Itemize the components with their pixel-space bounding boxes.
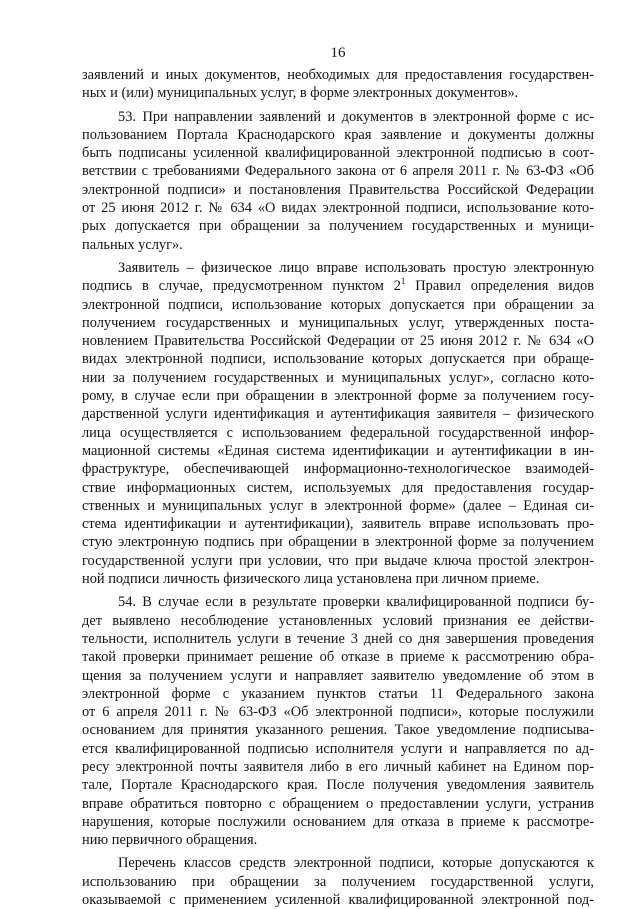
text-line: ветствии с требованиями Федерального закона от 6 апреля 2011 г. № 63-ФЗ «Об — [82, 163, 594, 180]
text-line: ресу электронной почты заявителя либо в его личный кабинет на Едином пор- — [82, 758, 594, 775]
text-line: ственных и муниципальных услуг в электронной форме» (далее – Единая си- — [82, 497, 594, 514]
text-line-with-footnote — [82, 277, 594, 295]
text-line: 53. При направлении заявлений и документов в электронной форме с ис- — [118, 108, 594, 125]
text-line: стую электронную подпись при обращении в электронной форме за получением — [82, 534, 594, 551]
text-line: рых допускается при обращении за получением государственных и муници- — [82, 218, 594, 235]
text-line: новлением Правительства Российской Федерации от 25 июня 2012 г. № 634 «О — [82, 333, 594, 350]
text-line: мационной системы «Единая система идентификации и аутентификации в ин- — [82, 442, 594, 459]
text-line: видах электронной подписи, использование которых допускается при обраще- — [82, 351, 594, 368]
text-line: ной подписи личность физического лица установлена при личном приеме. — [82, 571, 540, 588]
text-line: лица осуществляется с использованием федеральной государственной инфор- — [82, 424, 594, 441]
text-line: быть подписаны усиленной квалифицированной электронной подписью в соот- — [82, 145, 594, 162]
text-line: ется квалифицированной подписью исполнителя услуги и направляется по ад- — [82, 740, 594, 757]
text-line: пальных услуг». — [82, 236, 183, 253]
text-line: ствие информационных систем, используемых для предоставления государ- — [82, 479, 594, 496]
text-line: 54. В случае если в результате проверки квалифицированной подписи бу- — [118, 594, 594, 611]
text-line: основанием для принятия указанного решения. Такое уведомление подписыва- — [82, 722, 594, 739]
text-line: такой проверки принимает решение об отказе в приеме к рассмотрению обра- — [82, 649, 594, 666]
superscript: 1 — [400, 276, 406, 287]
paragraph-applicant — [82, 259, 594, 588]
text-line: тельности, исполнитель услуги в течение 3 дней со дня завершения проведения — [82, 630, 594, 647]
text-line: рому, в случае если при обращении в электронной форме за получением госу- — [82, 388, 594, 405]
text-fragment: Правил определения видов — [405, 278, 595, 295]
text-line: Заявитель – физическое лицо вправе использовать простую электронную — [118, 259, 594, 276]
text-fragment: подпись в случае, предусмотренном пунктом 2 — [82, 278, 401, 295]
document-body — [82, 66, 594, 909]
text-line: нарушения, которые послужили основанием для отказа в приеме к рассмотре- — [82, 813, 594, 830]
text-line: пользованием Портала Краснодарского края заявление и документы должны — [82, 126, 594, 143]
text-line: электронной форме с указанием пунктов статьи 11 Федерального закона — [82, 685, 594, 702]
text-line: заявлений и иных документов, необходимых для предоставления государствен- — [82, 67, 594, 83]
text-line: дарственной услуги идентификация и аутентификация заявителя – физического — [82, 406, 594, 423]
text-line: от 25 июня 2012 г. № 634 «О видах электронной подписи, использование кото- — [82, 200, 594, 217]
text-line: щения за получением услуги и направляет заявителю уведомление об этом в — [82, 667, 594, 684]
text-line: электронной подписи» и постановления Правительства Российской Федерации — [82, 181, 594, 198]
text-line: использованию при обращении за получением государственной услуги, — [82, 873, 594, 890]
paragraph-continuation — [82, 66, 594, 103]
text-line: электронной подписи, использование которых допускается при обращении за — [82, 296, 594, 313]
text-line: дет выявлено несоблюдение установленных условий признания ее действи- — [82, 612, 594, 629]
text-line: вправе обратиться повторно с обращением о предоставлении услуги, устранив — [82, 795, 594, 812]
text-line: стема идентификации и аутентификации), заявитель вправе использовать про- — [82, 516, 594, 533]
text-line: фраструктуре, обеспечивающей информационно-технологическое взаимодей- — [82, 461, 594, 478]
text-line: нию первичного обращения. — [82, 832, 258, 849]
text-line: тале, Портале Краснодарского края. После получения уведомления заявитель — [82, 777, 594, 794]
text-line: от 6 апреля 2011 г. № 63-ФЗ «Об электронной подписи», которые послужили — [82, 704, 594, 721]
text-line: государственной услуги при условии, что при выдаче ключа простой электрон- — [82, 552, 594, 569]
text-line: Перечень классов средств электронной подписи, которые допускаются к — [118, 855, 594, 872]
paragraph-54 — [82, 593, 594, 849]
page-number: 16 — [330, 45, 346, 61]
text-line: нии за получением государственных и муниципальных услуг», согласно кото- — [82, 369, 594, 386]
text-line: оказываемой с применением усиленной квалифицированной электронной под- — [82, 892, 594, 909]
paragraph-53 — [82, 108, 594, 254]
text-line: ных и (или) муниципальных услуг, в форме электронных документов». — [82, 85, 519, 102]
paragraph-list-of-classes — [82, 854, 594, 909]
text-line: получением государственных и муниципальных услуг, утвержденных поста- — [82, 314, 594, 331]
